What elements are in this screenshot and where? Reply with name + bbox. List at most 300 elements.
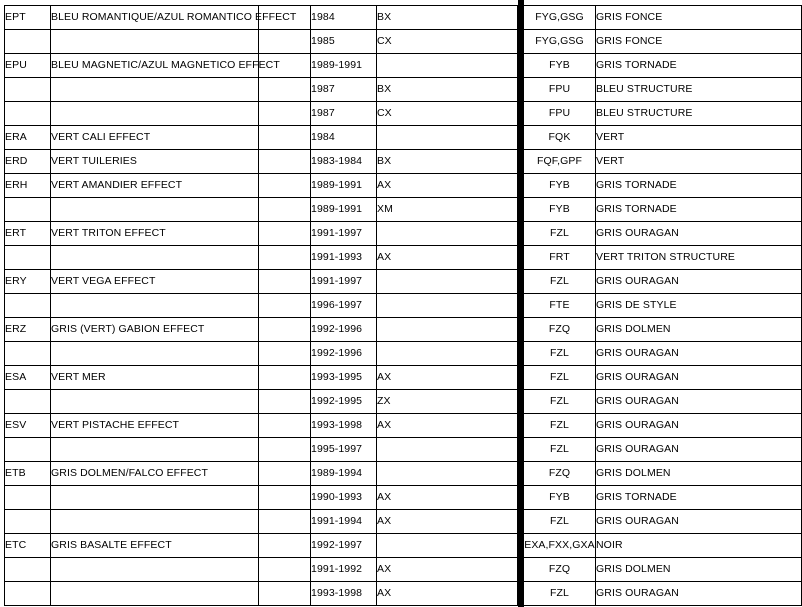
trim-description-cell — [596, 270, 802, 294]
model-cell — [377, 438, 518, 462]
spacer-cell — [259, 438, 311, 462]
trim-description-cell — [596, 342, 802, 366]
color-code-cell — [5, 390, 51, 414]
trim-code-text: FYB — [549, 179, 570, 191]
years-cell — [311, 150, 377, 174]
table-row — [5, 222, 802, 246]
model-cell — [377, 366, 518, 390]
trim-code-text: FPU — [548, 107, 571, 119]
color-code-text: ERT — [5, 227, 27, 239]
trim-description-cell — [596, 6, 802, 30]
years-text: 1993-1998 — [311, 587, 363, 599]
color-name-cell — [51, 78, 259, 102]
trim-description-cell — [596, 318, 802, 342]
spacer-cell — [259, 486, 311, 510]
model-cell — [377, 102, 518, 126]
model-text: AX — [377, 587, 392, 599]
color-name-cell — [51, 102, 259, 126]
table-row — [5, 510, 802, 534]
years-text: 1987 — [311, 83, 335, 95]
trim-code-text: EXA,FXX,GXA — [524, 539, 595, 551]
table-row — [5, 366, 802, 390]
color-code-text: ERD — [5, 155, 28, 167]
trim-code-cell — [524, 246, 596, 270]
color-code-cell — [5, 54, 51, 78]
model-cell — [377, 294, 518, 318]
model-cell — [377, 174, 518, 198]
table-row — [5, 54, 802, 78]
color-name-text: VERT TRITON EFFECT — [51, 227, 166, 239]
color-code-cell — [5, 342, 51, 366]
model-cell — [377, 582, 518, 606]
table-row — [5, 30, 802, 54]
model-text: XM — [377, 203, 393, 215]
spacer-cell — [259, 198, 311, 222]
trim-description-cell — [596, 54, 802, 78]
trim-description-text: GRIS DOLMEN — [596, 323, 671, 335]
years-cell — [311, 438, 377, 462]
color-code-text: ERZ — [5, 323, 27, 335]
table-row — [5, 438, 802, 462]
trim-code-cell — [524, 174, 596, 198]
model-cell — [377, 390, 518, 414]
color-name-cell — [51, 30, 259, 54]
years-text: 1987 — [311, 107, 335, 119]
trim-description-text: GRIS OURAGAN — [596, 419, 679, 431]
spacer-cell — [259, 126, 311, 150]
years-text: 1992-1997 — [311, 539, 363, 551]
color-code-text: EPU — [5, 59, 27, 71]
trim-code-text: FZL — [550, 443, 569, 455]
years-text: 1989-1991 — [311, 203, 363, 215]
trim-code-text: FZL — [550, 419, 569, 431]
trim-description-text: GRIS OURAGAN — [596, 347, 679, 359]
years-cell — [311, 222, 377, 246]
years-text: 1991-1994 — [311, 515, 363, 527]
model-cell — [377, 30, 518, 54]
trim-code-text: FZL — [550, 515, 569, 527]
color-code-text: ETC — [5, 539, 27, 551]
table-row — [5, 126, 802, 150]
trim-code-cell — [524, 102, 596, 126]
years-cell — [311, 54, 377, 78]
trim-description-text: GRIS TORNADE — [596, 491, 677, 503]
paint-code-table — [4, 5, 802, 606]
trim-code-cell — [524, 294, 596, 318]
trim-code-text: FZL — [550, 347, 569, 359]
trim-description-text: GRIS OURAGAN — [596, 227, 679, 239]
table-row — [5, 78, 802, 102]
years-text: 1996-1997 — [311, 299, 363, 311]
model-cell — [377, 414, 518, 438]
color-name-text: VERT MER — [51, 371, 106, 383]
table-row — [5, 318, 802, 342]
trim-code-text: FYB — [549, 203, 570, 215]
color-code-text: ERA — [5, 131, 27, 143]
years-cell — [311, 6, 377, 30]
model-cell — [377, 510, 518, 534]
years-cell — [311, 510, 377, 534]
model-text: BX — [377, 83, 392, 95]
trim-description-text: GRIS OURAGAN — [596, 515, 679, 527]
trim-description-cell — [596, 198, 802, 222]
trim-code-cell — [524, 6, 596, 30]
color-code-text: ETB — [5, 467, 26, 479]
color-name-cell — [51, 366, 259, 390]
spacer-cell — [259, 30, 311, 54]
years-text: 1993-1995 — [311, 371, 363, 383]
trim-code-cell — [524, 510, 596, 534]
model-cell — [377, 270, 518, 294]
trim-description-text: BLEU STRUCTURE — [596, 107, 693, 119]
years-text: 1991-1992 — [311, 563, 363, 575]
spacer-cell — [259, 462, 311, 486]
table-row — [5, 582, 802, 606]
trim-description-text: GRIS TORNADE — [596, 179, 677, 191]
trim-code-cell — [524, 390, 596, 414]
color-name-cell — [51, 342, 259, 366]
trim-code-cell — [524, 558, 596, 582]
color-code-text: EPT — [5, 11, 26, 23]
years-cell — [311, 486, 377, 510]
trim-description-text: GRIS FONCE — [596, 35, 663, 47]
model-text: CX — [377, 35, 392, 47]
color-name-text: GRIS BASALTE EFFECT — [51, 539, 172, 551]
model-text: AX — [377, 419, 392, 431]
trim-code-cell — [524, 438, 596, 462]
trim-code-cell — [524, 342, 596, 366]
color-name-cell — [51, 534, 259, 558]
color-name-cell — [51, 150, 259, 174]
color-name-cell — [51, 462, 259, 486]
years-cell — [311, 198, 377, 222]
trim-description-cell — [596, 390, 802, 414]
spacer-cell — [259, 390, 311, 414]
spacer-cell — [259, 318, 311, 342]
color-code-cell — [5, 30, 51, 54]
table-row — [5, 342, 802, 366]
color-code-cell — [5, 150, 51, 174]
trim-description-cell — [596, 102, 802, 126]
years-text: 1989-1991 — [311, 59, 363, 71]
spacer-cell — [259, 414, 311, 438]
model-cell — [377, 462, 518, 486]
model-cell — [377, 126, 518, 150]
trim-code-text: FYG,GSG — [535, 11, 584, 23]
table-row — [5, 198, 802, 222]
trim-code-text: FZL — [550, 371, 569, 383]
trim-description-text: VERT TRITON STRUCTURE — [596, 251, 736, 263]
spacer-cell — [259, 78, 311, 102]
color-name-text: VERT AMANDIER EFFECT — [51, 179, 183, 191]
trim-description-cell — [596, 78, 802, 102]
color-code-cell — [5, 414, 51, 438]
color-code-cell — [5, 534, 51, 558]
trim-code-cell — [524, 126, 596, 150]
years-cell — [311, 582, 377, 606]
color-name-cell — [51, 6, 297, 30]
color-name-cell — [51, 54, 280, 78]
years-cell — [311, 294, 377, 318]
model-text: AX — [377, 371, 392, 383]
table-row — [5, 534, 802, 558]
years-cell — [311, 366, 377, 390]
years-cell — [311, 534, 377, 558]
color-code-text: ERH — [5, 179, 28, 191]
trim-description-text: GRIS OURAGAN — [596, 371, 679, 383]
trim-code-cell — [524, 582, 596, 606]
color-code-cell — [5, 294, 51, 318]
color-code-text: ESV — [5, 419, 27, 431]
color-code-cell — [5, 246, 51, 270]
trim-description-cell — [596, 174, 802, 198]
color-name-text: BLEU ROMANTIQUE/AZUL ROMANTICO EFFECT — [51, 11, 297, 23]
trim-code-text: FPU — [548, 83, 571, 95]
trim-description-cell — [596, 510, 802, 534]
trim-code-text: FTE — [549, 299, 570, 311]
trim-description-cell — [596, 222, 802, 246]
trim-code-text: FRT — [549, 251, 570, 263]
model-cell — [377, 318, 518, 342]
color-name-cell — [51, 438, 259, 462]
trim-description-text: GRIS FONCE — [596, 11, 663, 23]
years-cell — [311, 390, 377, 414]
trim-code-text: FYB — [549, 59, 570, 71]
trim-description-cell — [596, 438, 802, 462]
trim-description-text: BLEU STRUCTURE — [596, 83, 693, 95]
color-code-cell — [5, 558, 51, 582]
model-cell — [377, 558, 518, 582]
trim-code-cell — [524, 30, 596, 54]
spacer-cell — [259, 366, 311, 390]
trim-code-text: FQF,GPF — [536, 155, 583, 167]
years-cell — [311, 174, 377, 198]
model-cell — [377, 150, 518, 174]
color-name-text: BLEU MAGNETIC/AZUL MAGNETICO EFFECT — [51, 59, 280, 71]
color-code-cell — [5, 318, 51, 342]
color-code-cell — [5, 102, 51, 126]
trim-code-cell — [524, 222, 596, 246]
model-text: AX — [377, 563, 392, 575]
color-code-cell — [5, 510, 51, 534]
years-text: 1984 — [311, 131, 335, 143]
table-row — [5, 6, 802, 30]
color-code-cell — [5, 78, 51, 102]
trim-code-cell — [524, 198, 596, 222]
trim-code-cell — [524, 414, 596, 438]
years-cell — [311, 126, 377, 150]
trim-description-text: GRIS DE STYLE — [596, 299, 677, 311]
years-text: 1984 — [311, 11, 335, 23]
color-name-text: VERT CALI EFFECT — [51, 131, 151, 143]
table-body — [5, 6, 802, 606]
spacer-cell — [259, 102, 311, 126]
model-text: AX — [377, 491, 392, 503]
trim-code-cell — [524, 534, 596, 558]
model-text: BX — [377, 155, 392, 167]
years-text: 1993-1998 — [311, 419, 363, 431]
years-cell — [311, 558, 377, 582]
table-row — [5, 294, 802, 318]
color-code-cell — [5, 366, 51, 390]
color-name-cell — [51, 318, 259, 342]
color-code-cell — [5, 270, 51, 294]
trim-code-cell — [524, 78, 596, 102]
spacer-cell — [259, 582, 311, 606]
color-code-cell — [5, 462, 51, 486]
spacer-cell — [259, 150, 311, 174]
years-text: 1992-1996 — [311, 323, 363, 335]
color-code-cell — [5, 6, 51, 30]
years-text: 1991-1997 — [311, 227, 363, 239]
trim-description-cell — [596, 246, 802, 270]
trim-description-cell — [596, 582, 802, 606]
color-name-cell — [51, 198, 259, 222]
trim-code-text: FZQ — [548, 563, 571, 575]
trim-description-text: GRIS DOLMEN — [596, 563, 671, 575]
color-name-text: GRIS DOLMEN/FALCO EFFECT — [51, 467, 209, 479]
years-text: 1992-1995 — [311, 395, 363, 407]
color-name-cell — [51, 174, 259, 198]
trim-description-text: GRIS OURAGAN — [596, 443, 679, 455]
trim-code-text: FZQ — [548, 323, 571, 335]
years-text: 1983-1984 — [311, 155, 363, 167]
color-code-cell — [5, 174, 51, 198]
color-name-cell — [51, 270, 259, 294]
trim-description-text: GRIS TORNADE — [596, 59, 677, 71]
spacer-cell — [259, 174, 311, 198]
model-text: BX — [377, 11, 392, 23]
trim-description-text: GRIS OURAGAN — [596, 275, 679, 287]
years-text: 1995-1997 — [311, 443, 363, 455]
color-name-cell — [51, 486, 259, 510]
trim-description-cell — [596, 414, 802, 438]
color-code-text: ERY — [5, 275, 27, 287]
table-row — [5, 462, 802, 486]
spacer-cell — [259, 342, 311, 366]
table-row — [5, 174, 802, 198]
trim-description-text: VERT — [596, 155, 625, 167]
table-row — [5, 270, 802, 294]
model-cell — [377, 534, 518, 558]
color-name-text: VERT VEGA EFFECT — [51, 275, 156, 287]
model-cell — [377, 342, 518, 366]
color-code-cell — [5, 222, 51, 246]
trim-description-text: GRIS DOLMEN — [596, 467, 671, 479]
trim-code-text: FZQ — [548, 467, 571, 479]
trim-code-text: FQK — [548, 131, 571, 143]
color-name-cell — [51, 414, 259, 438]
trim-code-cell — [524, 270, 596, 294]
color-code-cell — [5, 582, 51, 606]
model-cell — [377, 486, 518, 510]
color-name-text: GRIS (VERT) GABION EFFECT — [51, 323, 205, 335]
spacer-cell — [259, 270, 311, 294]
years-cell — [311, 78, 377, 102]
color-name-cell — [51, 246, 259, 270]
color-code-cell — [5, 198, 51, 222]
years-cell — [311, 414, 377, 438]
trim-code-text: FYB — [549, 491, 570, 503]
trim-code-text: FYG,GSG — [535, 35, 584, 47]
trim-description-cell — [596, 30, 802, 54]
model-text: CX — [377, 107, 392, 119]
years-text: 1989-1991 — [311, 179, 363, 191]
trim-description-text: NOIR — [596, 539, 623, 551]
table-row — [5, 390, 802, 414]
model-cell — [377, 246, 518, 270]
trim-code-cell — [524, 486, 596, 510]
color-code-cell — [5, 486, 51, 510]
trim-code-text: FZL — [550, 275, 569, 287]
years-cell — [311, 318, 377, 342]
trim-code-cell — [524, 462, 596, 486]
table-row — [5, 414, 802, 438]
table-row — [5, 558, 802, 582]
model-cell — [377, 54, 518, 78]
spacer-cell — [259, 558, 311, 582]
model-cell — [377, 6, 518, 30]
trim-code-text: FZL — [550, 587, 569, 599]
thick-column-divider — [518, 0, 524, 607]
trim-code-cell — [524, 318, 596, 342]
model-cell — [377, 78, 518, 102]
color-name-cell — [51, 390, 259, 414]
trim-description-cell — [596, 558, 802, 582]
model-cell — [377, 222, 518, 246]
years-text: 1990-1993 — [311, 491, 363, 503]
color-name-cell — [51, 510, 259, 534]
color-name-cell — [51, 558, 259, 582]
color-name-text: VERT TUILERIES — [51, 155, 138, 167]
model-text: ZX — [377, 395, 391, 407]
trim-description-cell — [596, 366, 802, 390]
trim-description-text: GRIS OURAGAN — [596, 395, 679, 407]
spacer-cell — [259, 534, 311, 558]
model-text: AX — [377, 515, 392, 527]
spacer-cell — [259, 222, 311, 246]
years-text: 1985 — [311, 35, 335, 47]
years-cell — [311, 462, 377, 486]
trim-code-text: FZL — [550, 227, 569, 239]
spacer-cell — [259, 246, 311, 270]
color-name-text: VERT PISTACHE EFFECT — [51, 419, 180, 431]
years-cell — [311, 102, 377, 126]
years-text: 1991-1997 — [311, 275, 363, 287]
table-row — [5, 486, 802, 510]
trim-code-cell — [524, 366, 596, 390]
model-text: AX — [377, 179, 392, 191]
trim-code-cell — [524, 150, 596, 174]
years-cell — [311, 342, 377, 366]
trim-description-cell — [596, 294, 802, 318]
color-name-cell — [51, 294, 259, 318]
trim-description-text: VERT — [596, 131, 625, 143]
color-name-cell — [51, 582, 259, 606]
years-cell — [311, 30, 377, 54]
trim-description-text: GRIS OURAGAN — [596, 587, 679, 599]
spacer-cell — [259, 294, 311, 318]
model-text: AX — [377, 251, 392, 263]
years-text: 1992-1996 — [311, 347, 363, 359]
table-row — [5, 150, 802, 174]
trim-description-cell — [596, 126, 802, 150]
table-row — [5, 102, 802, 126]
trim-description-cell — [596, 462, 802, 486]
color-code-cell — [5, 126, 51, 150]
trim-description-cell — [596, 534, 802, 558]
color-name-cell — [51, 126, 259, 150]
